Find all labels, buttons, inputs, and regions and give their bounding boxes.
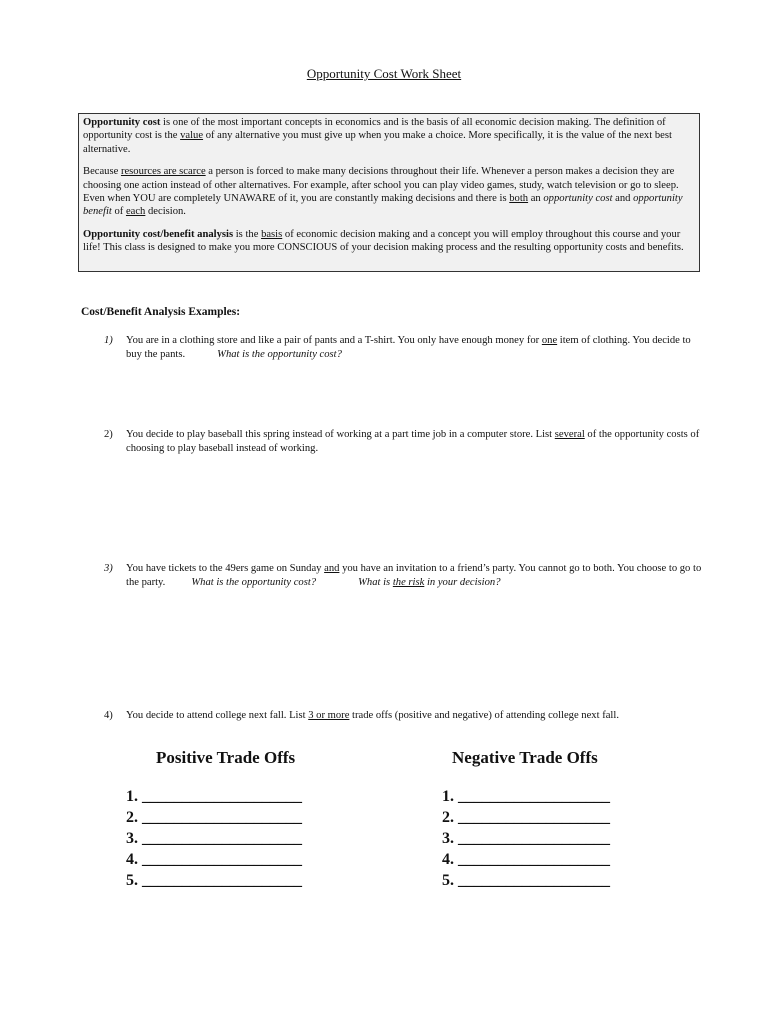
negative-line-5: 5. ___________________ xyxy=(442,872,610,889)
positive-line-2: 2. ____________________ xyxy=(126,809,302,826)
question-4: 4) You decide to attend college next fall. List 3 or more trade offs (positive and negative) of attending college next fall. xyxy=(104,710,619,721)
question-1-prompt: What is the opportunity cost? xyxy=(217,348,342,360)
question-3-prompt-2: What is the risk in your decision? xyxy=(358,576,501,588)
negative-line-1: 1. ___________________ xyxy=(442,788,610,805)
term-cost-benefit-analysis: Opportunity cost/benefit analysis xyxy=(83,228,234,240)
question-3: 3) You have tickets to the 49ers game on Sunday and you have an invitation to a friend’s party. You cannot go to both. You choose to go to the party. What is the opportunity cost? What is the risk in your decision? xyxy=(104,563,702,588)
question-1: 1) You are in a clothing store and like a pair of pants and a T-shirt. You only have enough money for one item of clothing. You decide to buy the pants. What is the opportunity cost? xyxy=(104,335,691,360)
definition-paragraph-3: Opportunity cost/benefit analysis is the basis of economic decision making and a concept you will employ throughout this course and your life! This class is designed to make you more CONSCIOUS of your decision making process and the resulting opportunity costs and benefits. xyxy=(83,228,684,254)
positive-tradeoffs-heading: Positive Trade Offs xyxy=(156,748,296,767)
negative-tradeoffs-heading: Negative Trade Offs xyxy=(452,748,598,767)
definition-paragraph-2: Because resources are scarce a person is forced to make many decisions throughout their life. Whenever a person makes a decision they are choosing one action instead of other alternatives. For example, after school you can play video games, study, watch television or go to sleep. Even when YOU are completely UNAWARE of it, you are constantly making decisions and there is both an opportunity cost and opportunity benefit of each decision. xyxy=(83,166,683,218)
positive-line-1: 1. ____________________ xyxy=(126,788,302,805)
section-heading: Cost/Benefit Analysis Examples: xyxy=(81,306,241,318)
negative-tradeoffs xyxy=(442,748,610,891)
question-2: 2) You decide to play baseball this spring instead of working at a part time job in a computer store. List several of the opportunity costs of choosing to play baseball instead of working. xyxy=(104,429,700,454)
positive-line-3: 3. ____________________ xyxy=(126,830,302,847)
positive-line-4: 4. ____________________ xyxy=(126,851,302,868)
worksheet-title: Opportunity Cost Work Sheet xyxy=(306,66,462,81)
negative-line-3: 3. ___________________ xyxy=(442,830,610,847)
negative-line-4: 4. ___________________ xyxy=(442,851,610,868)
term-opportunity-cost: Opportunity cost xyxy=(83,117,161,128)
definition-box xyxy=(78,113,700,272)
positive-tradeoffs xyxy=(126,748,302,891)
definition-paragraph-1: Opportunity cost is one of the most important concepts in economics and is the basis of all economic decision making. The definition of opportunity cost is the value of any alternative you must give up when you make a choice. More specifically, it is the value of the next best alternative. xyxy=(83,117,672,155)
negative-line-2: 2. ___________________ xyxy=(442,809,610,826)
positive-line-5: 5. ____________________ xyxy=(126,872,302,889)
question-3-prompt-1: What is the opportunity cost? xyxy=(191,576,317,588)
